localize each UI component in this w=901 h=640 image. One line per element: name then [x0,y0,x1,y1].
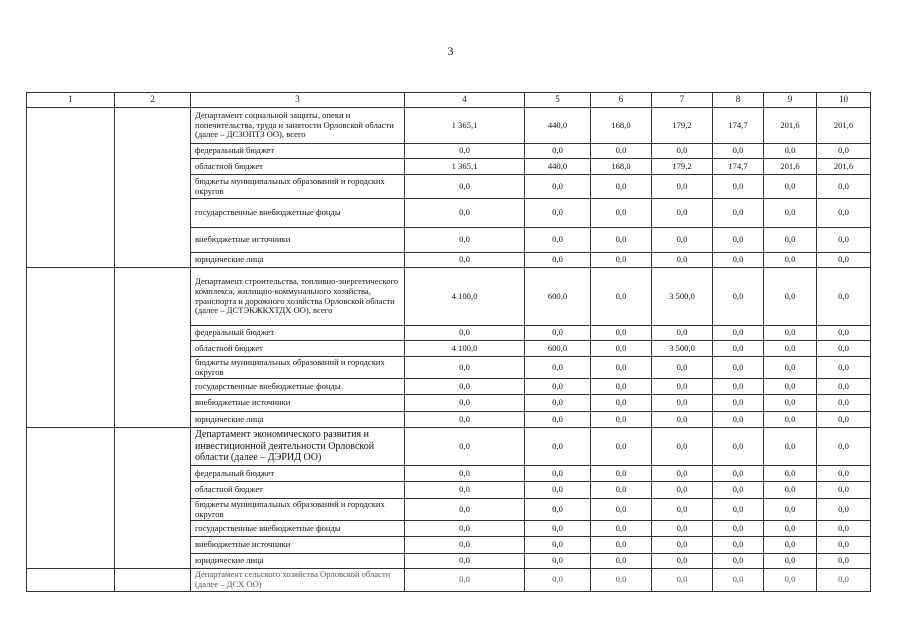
row-label: Департамент строительства, топливно-энергетического комплекса, жилищно-коммунального хозяйства, транспорта и дорожного хозяйства Орловской области (далее – ДСТЭКЖКХТДХ ОО), всего [191,268,405,326]
page-number: 3 [447,44,454,58]
value-cell: 0,0 [405,499,525,521]
value-cell: 0,0 [817,253,871,268]
header-cell: 8 [713,93,764,108]
value-cell: 0,0 [405,569,525,592]
value-cell: 0,0 [764,482,817,499]
value-cell: 0,0 [764,499,817,521]
value-cell: 0,0 [591,521,652,537]
value-cell: 0,0 [764,228,817,253]
value-cell: 0,0 [817,144,871,159]
value-cell: 168,0 [591,159,652,175]
value-cell: 0,0 [525,482,591,499]
value-cell: 179,2 [652,159,713,175]
value-cell: 0,0 [591,228,652,253]
column-1-cell [27,268,115,428]
value-cell: 0,0 [405,175,525,199]
value-cell: 168,0 [591,108,652,144]
row-label: юридические лица [191,554,405,569]
value-cell: 0,0 [591,537,652,554]
value-cell: 0,0 [525,554,591,569]
value-cell: 0,0 [525,228,591,253]
value-cell: 0,0 [817,554,871,569]
value-cell: 0,0 [764,569,817,592]
value-cell: 0,0 [764,253,817,268]
column-2-cell [115,268,191,428]
value-cell: 201,6 [817,159,871,175]
value-cell: 0,0 [525,466,591,482]
row-label: областной бюджет [191,159,405,175]
value-cell: 0,0 [652,466,713,482]
header-cell: 7 [652,93,713,108]
value-cell: 0,0 [591,395,652,412]
value-cell: 0,0 [817,341,871,357]
value-cell: 0,0 [525,175,591,199]
value-cell: 4 100,0 [405,268,525,326]
header-cell: 5 [525,93,591,108]
row-label: внебюджетные источники [191,537,405,554]
value-cell: 0,0 [817,326,871,341]
value-cell: 0,0 [525,357,591,379]
value-cell: 0,0 [713,175,764,199]
value-cell: 0,0 [713,537,764,554]
header-row [27,93,871,108]
value-cell: 0,0 [405,199,525,228]
header-cell: 4 [405,93,525,108]
value-cell: 0,0 [405,412,525,428]
header-cell: 6 [591,93,652,108]
value-cell: 600,0 [525,268,591,326]
value-cell: 0,0 [713,199,764,228]
header-cell: 2 [115,93,191,108]
column-1-cell [27,569,115,592]
value-cell: 0,0 [713,268,764,326]
value-cell: 0,0 [405,326,525,341]
value-cell: 0,0 [405,482,525,499]
value-cell: 0,0 [525,537,591,554]
value-cell: 0,0 [591,268,652,326]
value-cell: 0,0 [591,482,652,499]
value-cell: 0,0 [817,482,871,499]
value-cell: 0,0 [525,253,591,268]
value-cell: 0,0 [817,175,871,199]
value-cell: 0,0 [713,253,764,268]
column-2-cell [115,569,191,592]
value-cell: 0,0 [591,554,652,569]
value-cell: 201,6 [764,159,817,175]
value-cell: 0,0 [525,379,591,395]
value-cell: 0,0 [764,357,817,379]
value-cell: 0,0 [591,326,652,341]
value-cell: 0,0 [591,428,652,466]
value-cell: 0,0 [591,379,652,395]
row-label: бюджеты муниципальных образований и городских округов [191,175,405,199]
value-cell: 0,0 [817,357,871,379]
row-label: областной бюджет [191,482,405,499]
table-row [27,108,871,144]
value-cell: 440,0 [525,159,591,175]
row-label: юридические лица [191,253,405,268]
value-cell: 0,0 [525,412,591,428]
value-cell: 0,0 [817,199,871,228]
table-row [27,428,871,466]
value-cell: 0,0 [652,521,713,537]
value-cell: 0,0 [764,554,817,569]
value-cell: 0,0 [713,554,764,569]
value-cell: 0,0 [652,482,713,499]
value-cell: 0,0 [525,569,591,592]
column-2-cell [115,428,191,569]
value-cell: 0,0 [525,521,591,537]
value-cell: 0,0 [817,499,871,521]
value-cell: 0,0 [405,395,525,412]
value-cell: 0,0 [652,228,713,253]
value-cell: 0,0 [591,341,652,357]
row-label: юридические лица [191,412,405,428]
header-cell: 10 [817,93,871,108]
value-cell: 0,0 [652,395,713,412]
value-cell: 0,0 [652,199,713,228]
value-cell: 0,0 [713,466,764,482]
row-label: государственные внебюджетные фонды [191,199,405,228]
value-cell: 0,0 [652,326,713,341]
value-cell: 1 365,1 [405,159,525,175]
header-cell: 3 [191,93,405,108]
value-cell: 179,2 [652,108,713,144]
value-cell: 3 500,0 [652,268,713,326]
value-cell: 0,0 [817,537,871,554]
value-cell: 0,0 [764,466,817,482]
row-label: Департамент сельского хозяйства Орловской области (далее – ДСХ ОО) [191,569,405,592]
value-cell: 0,0 [405,521,525,537]
value-cell: 0,0 [405,228,525,253]
value-cell: 4 100,0 [405,341,525,357]
row-label: областной бюджет [191,341,405,357]
value-cell: 0,0 [591,175,652,199]
value-cell: 0,0 [525,428,591,466]
table-row [27,268,871,326]
row-label: государственные внебюджетные фонды [191,379,405,395]
value-cell: 0,0 [591,144,652,159]
table-body [27,108,871,592]
value-cell: 0,0 [764,428,817,466]
row-label: бюджеты муниципальных образований и городских округов [191,499,405,521]
value-cell: 0,0 [591,199,652,228]
value-cell: 0,0 [713,482,764,499]
value-cell: 0,0 [713,228,764,253]
value-cell: 0,0 [764,326,817,341]
value-cell: 0,0 [817,569,871,592]
value-cell: 0,0 [591,412,652,428]
value-cell: 0,0 [764,521,817,537]
value-cell: 0,0 [652,253,713,268]
value-cell: 0,0 [713,521,764,537]
value-cell: 0,0 [713,144,764,159]
value-cell: 600,0 [525,341,591,357]
value-cell: 0,0 [591,569,652,592]
value-cell: 0,0 [713,569,764,592]
value-cell: 0,0 [817,521,871,537]
value-cell: 0,0 [405,466,525,482]
row-label: федеральный бюджет [191,144,405,159]
value-cell: 0,0 [591,466,652,482]
value-cell: 0,0 [652,357,713,379]
column-1-cell [27,108,115,268]
row-label: государственные внебюджетные фонды [191,521,405,537]
value-cell: 0,0 [764,537,817,554]
value-cell: 0,0 [525,326,591,341]
value-cell: 0,0 [713,357,764,379]
value-cell: 0,0 [652,379,713,395]
row-label: федеральный бюджет [191,326,405,341]
value-cell: 0,0 [764,268,817,326]
value-cell: 174,7 [713,108,764,144]
row-label: федеральный бюджет [191,466,405,482]
value-cell: 0,0 [405,357,525,379]
value-cell: 0,0 [764,412,817,428]
value-cell: 174,7 [713,159,764,175]
value-cell: 0,0 [652,569,713,592]
row-label: внебюджетные источники [191,228,405,253]
value-cell: 0,0 [764,144,817,159]
row-label: бюджеты муниципальных образований и городских округов [191,357,405,379]
value-cell: 0,0 [713,499,764,521]
value-cell: 1 365,1 [405,108,525,144]
value-cell: 0,0 [817,466,871,482]
value-cell: 0,0 [405,537,525,554]
value-cell: 0,0 [817,379,871,395]
value-cell: 0,0 [817,428,871,466]
value-cell: 0,0 [525,199,591,228]
column-2-cell [115,108,191,268]
value-cell: 0,0 [405,144,525,159]
row-label: Департамент экономического развития и инвестиционной деятельности Орловской области (далее – ДЭРИД ОО) [191,428,405,466]
value-cell: 440,0 [525,108,591,144]
value-cell: 0,0 [652,428,713,466]
value-cell: 0,0 [405,428,525,466]
value-cell: 0,0 [591,499,652,521]
value-cell: 0,0 [652,175,713,199]
value-cell: 0,0 [652,499,713,521]
value-cell: 0,0 [713,326,764,341]
value-cell: 0,0 [652,412,713,428]
value-cell: 0,0 [817,412,871,428]
header-cell: 9 [764,93,817,108]
row-label: Департамент социальной защиты, опеки и попечительства, труда и занятости Орловской области (далее – ДСЗОПТЗ ОО), всего [191,108,405,144]
value-cell: 0,0 [713,428,764,466]
value-cell: 0,0 [764,175,817,199]
value-cell: 0,0 [525,144,591,159]
value-cell: 0,0 [405,379,525,395]
value-cell: 0,0 [817,228,871,253]
value-cell: 0,0 [591,253,652,268]
value-cell: 0,0 [525,499,591,521]
funding-table [26,92,871,592]
value-cell: 0,0 [405,554,525,569]
value-cell: 0,0 [713,412,764,428]
value-cell: 0,0 [652,144,713,159]
table-row [27,569,871,592]
value-cell: 0,0 [652,537,713,554]
value-cell: 0,0 [713,395,764,412]
value-cell: 0,0 [764,395,817,412]
value-cell: 0,0 [764,379,817,395]
value-cell: 0,0 [652,554,713,569]
value-cell: 0,0 [405,253,525,268]
value-cell: 0,0 [713,379,764,395]
value-cell: 201,6 [764,108,817,144]
value-cell: 0,0 [525,395,591,412]
value-cell: 0,0 [764,199,817,228]
row-label: внебюджетные источники [191,395,405,412]
value-cell: 0,0 [817,268,871,326]
header-cell: 1 [27,93,115,108]
column-1-cell [27,428,115,569]
value-cell: 0,0 [713,341,764,357]
value-cell: 0,0 [817,395,871,412]
value-cell: 3 500,0 [652,341,713,357]
value-cell: 201,6 [817,108,871,144]
value-cell: 0,0 [591,357,652,379]
value-cell: 0,0 [764,341,817,357]
